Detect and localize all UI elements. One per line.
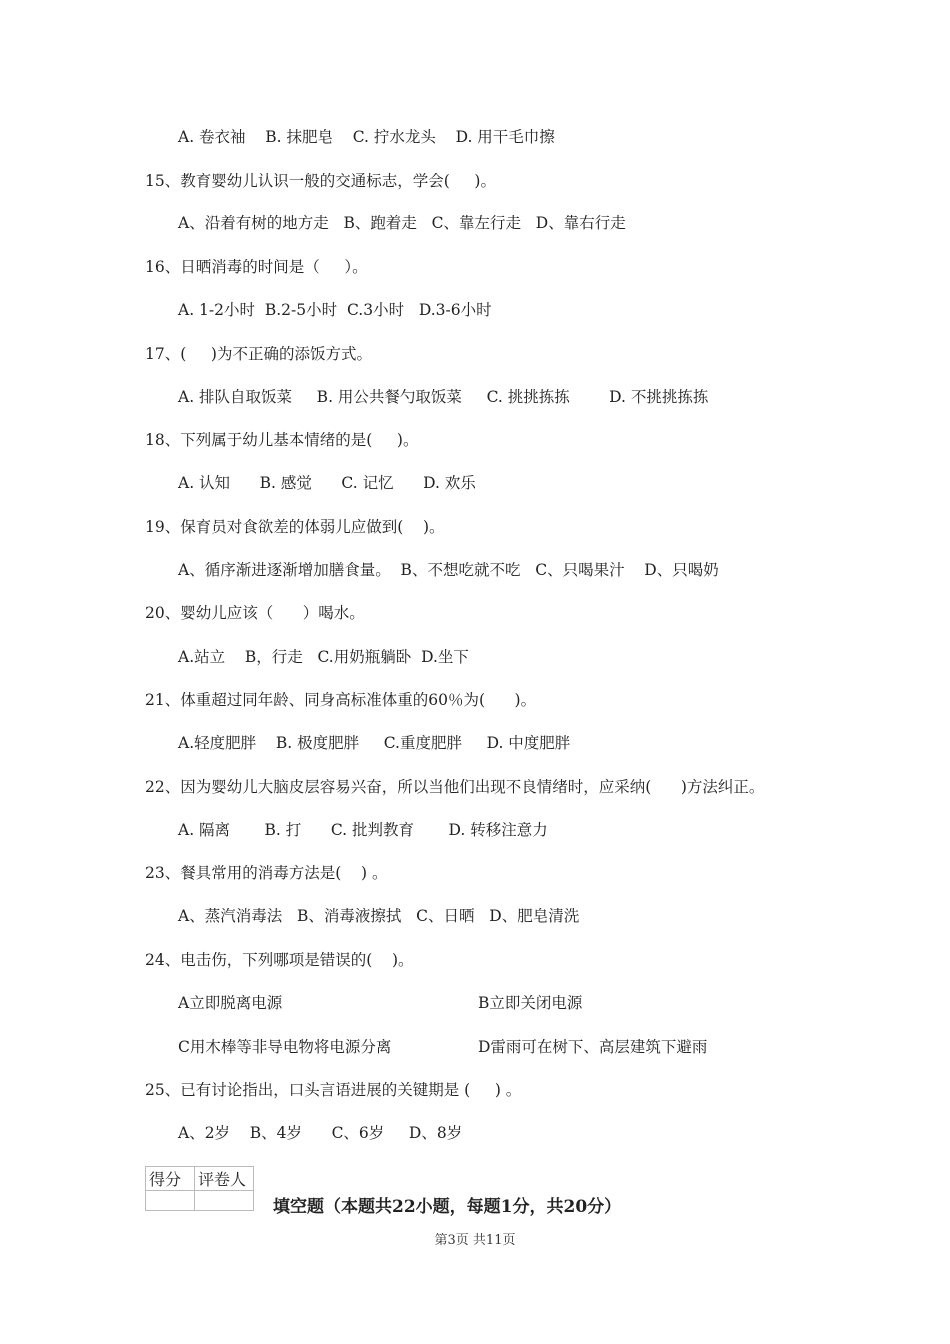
q24-option-a: A立即脱离电源 [178, 994, 283, 1012]
q17-stem: 17、( )为不正确的添饭方式。 [145, 345, 372, 363]
q21-options: A.轻度肥胖 B. 极度肥胖 C.重度肥胖 D. 中度肥胖 [178, 734, 571, 752]
score-table [145, 1166, 254, 1211]
q21-stem: 21、体重超过同年龄、同身高标准体重的60％为( )。 [145, 691, 537, 709]
grader-cell [195, 1191, 254, 1211]
grader-header: 评卷人 [195, 1167, 254, 1191]
q19-stem: 19、保育员对食欲差的体弱儿应做到( )。 [145, 518, 445, 536]
q24-stem: 24、电击伤，下列哪项是错误的( )。 [145, 951, 414, 969]
section-title: 填空题（本题共22小题，每题1分，共20分） [273, 1197, 622, 1217]
q19-options: A、循序渐进逐渐增加膳食量。 B、不想吃就不吃 C、只喝果汁 D、只喝奶 [178, 561, 719, 579]
q18-stem: 18、下列属于幼儿基本情绪的是( )。 [145, 431, 419, 449]
q16-options: A. 1-2小时 B.2-5小时 C.3小时 D.3-6小时 [178, 301, 492, 319]
q25-options: A、2岁 B、4岁 C、6岁 D、8岁 [178, 1124, 463, 1142]
q18-options: A. 认知 B. 感觉 C. 记忆 D. 欢乐 [178, 474, 476, 492]
q24-option-b: B立即关闭电源 [478, 994, 583, 1012]
q24-option-d: D雷雨可在树下、高层建筑下避雨 [478, 1038, 708, 1056]
q22-stem: 22、因为婴幼儿大脑皮层容易兴奋，所以当他们出现不良情绪时，应采纳( )方法纠正。 [145, 778, 765, 796]
q23-stem: 23、餐具常用的消毒方法是( ) 。 [145, 864, 388, 882]
q20-stem: 20、婴幼儿应该（ ）喝水。 [145, 604, 365, 622]
q16-stem: 16、日晒消毒的时间是（ ）。 [145, 258, 368, 276]
q25-stem: 25、已有讨论指出，口头言语进展的关键期是 ( ) 。 [145, 1081, 522, 1099]
q17-options: A. 排队自取饭菜 B. 用公共餐勺取饭菜 C. 挑挑拣拣 D. 不挑挑拣拣 [178, 388, 709, 406]
q15-stem: 15、教育婴幼儿认识一般的交通标志，学会( )。 [145, 172, 496, 190]
page-footer: 第3页 共11页 [434, 1233, 516, 1248]
q24-option-c: C用木棒等非导电物将电源分离 [178, 1038, 392, 1056]
q15-options: A、沿着有树的地方走 B、跑着走 C、靠左行走 D、靠右行走 [178, 214, 626, 232]
score-header: 得分 [146, 1167, 195, 1191]
q22-options: A. 隔离 B. 打 C. 批判教育 D. 转移注意力 [178, 821, 548, 839]
score-cell [146, 1191, 195, 1211]
q14-options: A. 卷衣袖 B. 抹肥皂 C. 拧水龙头 D. 用干毛巾擦 [178, 128, 555, 146]
q23-options: A、蒸汽消毒法 B、消毒液擦拭 C、日晒 D、肥皂清洗 [178, 907, 580, 925]
q20-options: A.站立 B，行走 C.用奶瓶躺卧 D.坐下 [178, 648, 469, 666]
